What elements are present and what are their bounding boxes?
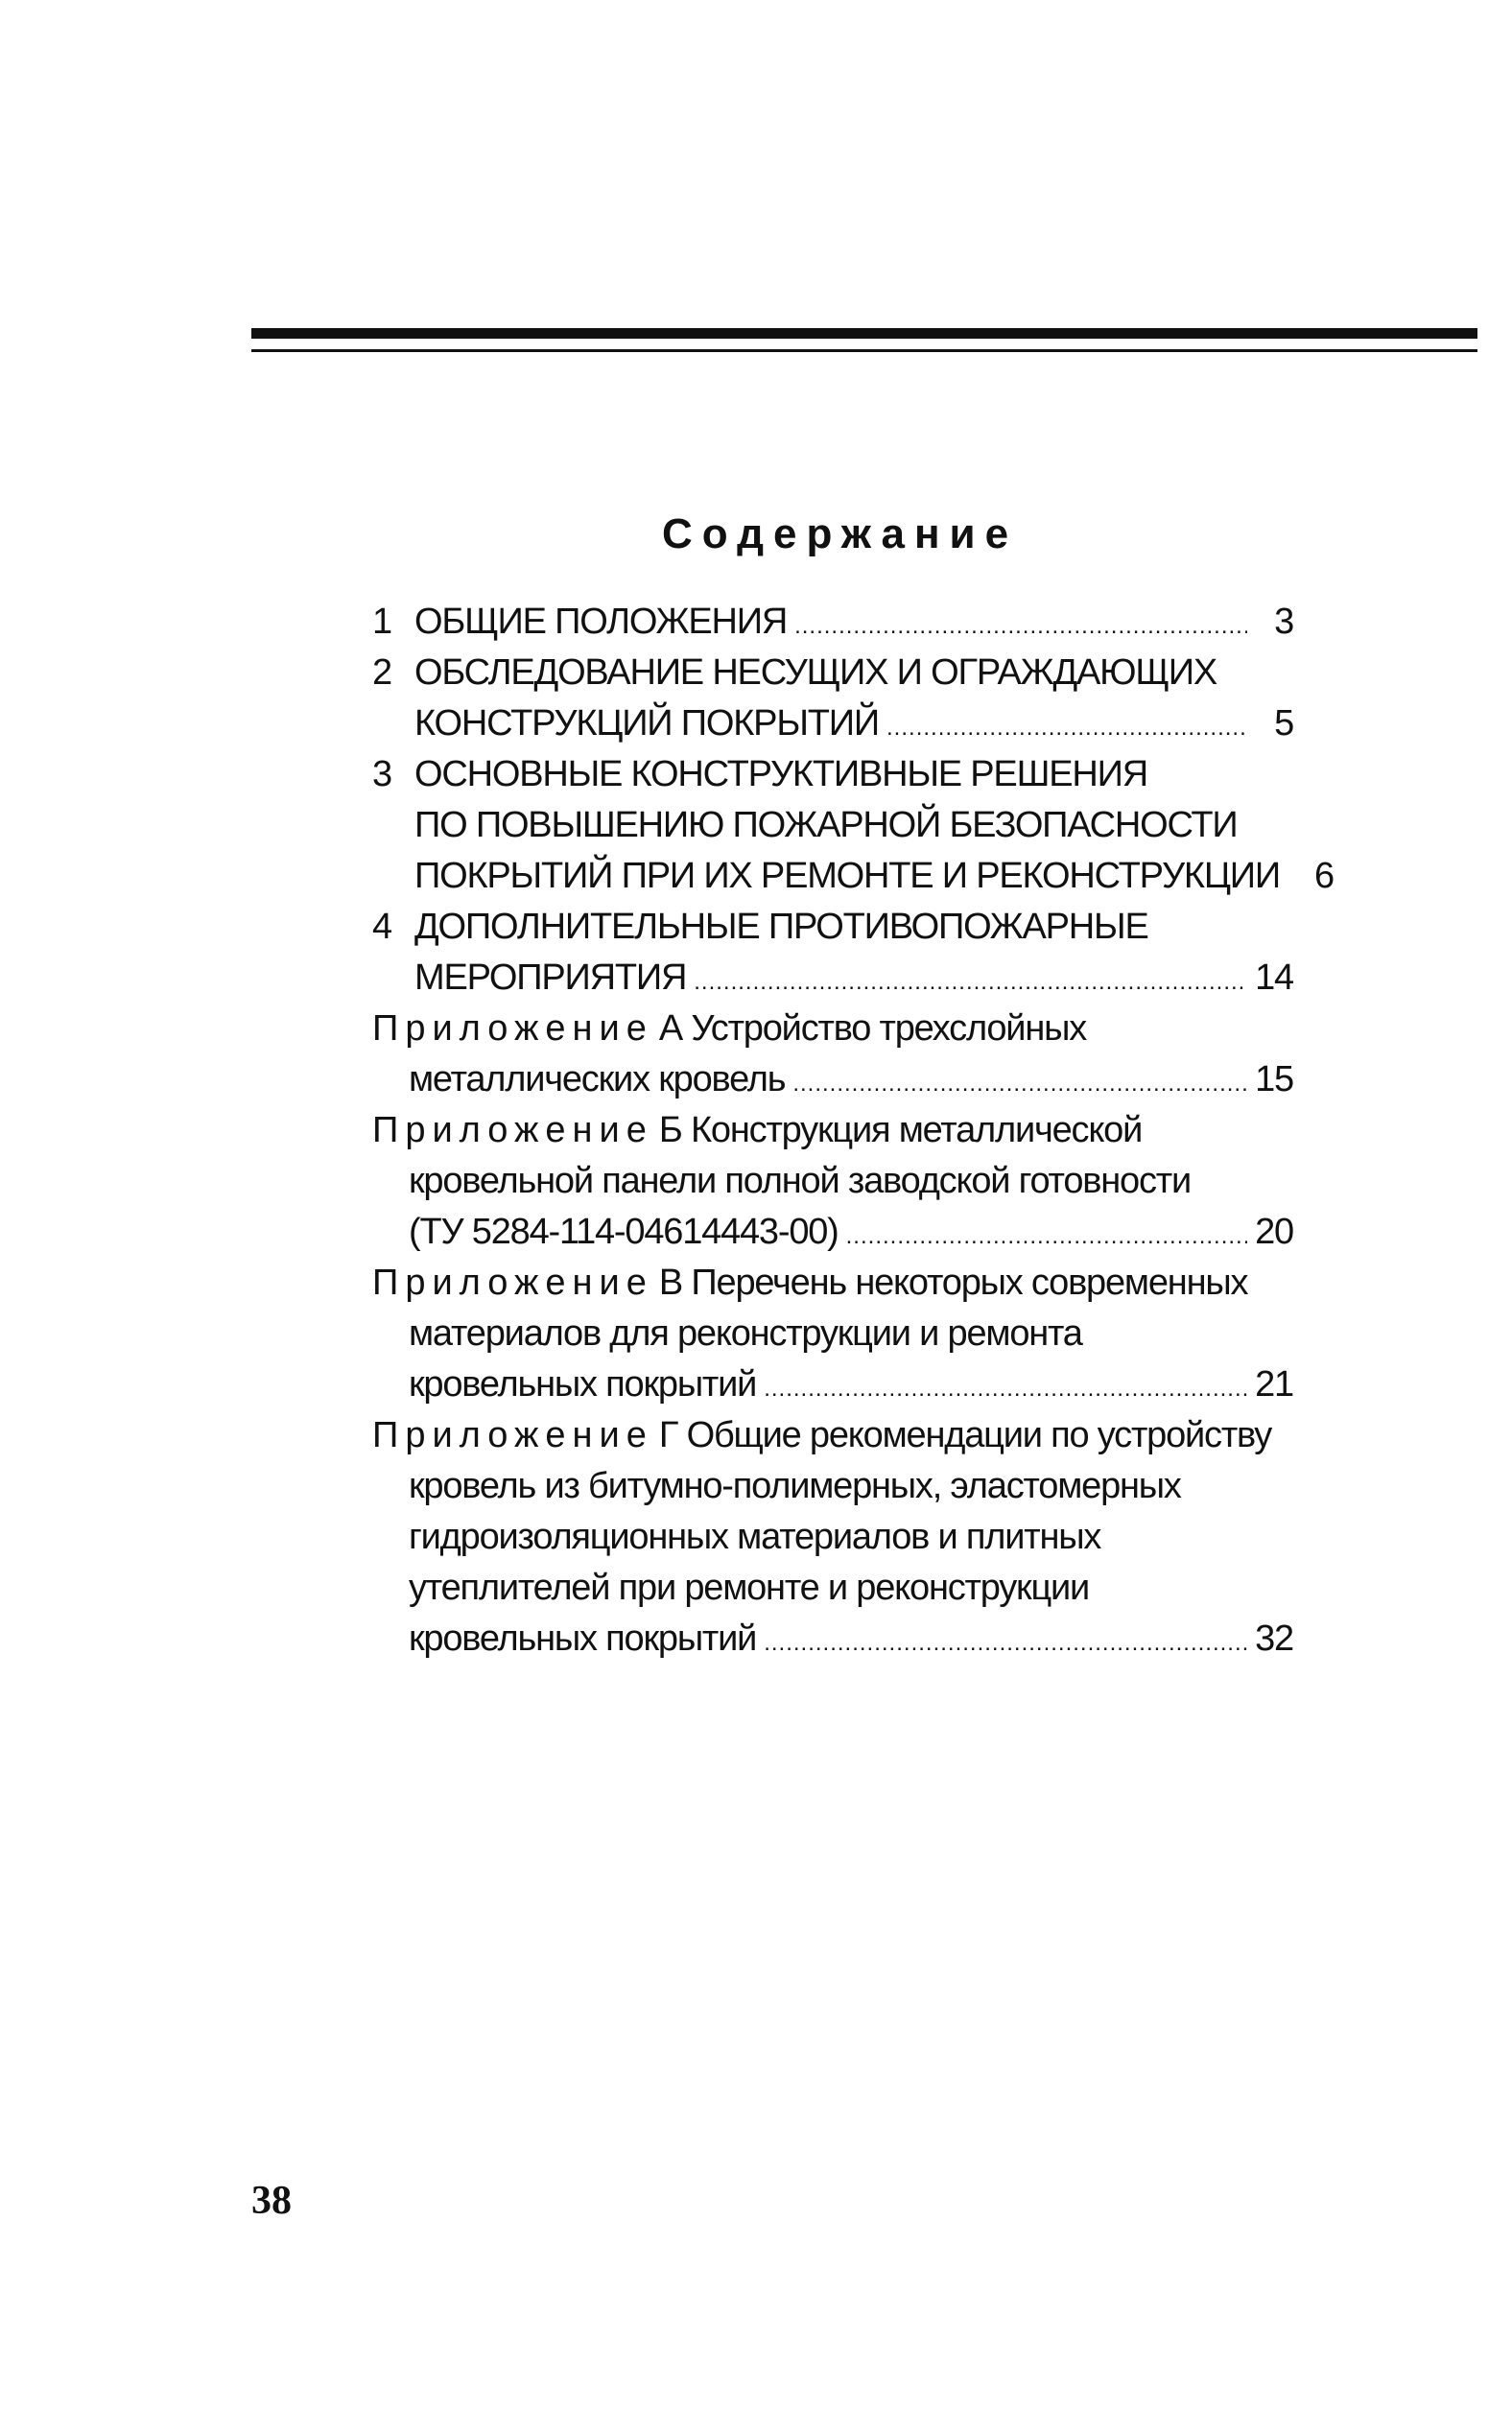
toc-entry-title-continued: кровель из битумно-полимерных, эластомерных [409, 1466, 1181, 1506]
toc-entry-3[interactable] [372, 749, 1334, 902]
toc-entry-appendix-d[interactable] [372, 1410, 1293, 1665]
dot-leader [694, 957, 1247, 1007]
toc-entry-title-continued: гидроизоляционных материалов и плитных [409, 1517, 1101, 1557]
toc-entry-page: 3 [1274, 602, 1293, 642]
toc-entry-1[interactable] [372, 597, 1293, 648]
toc-entry-title: Б Конструкция металлической [658, 1110, 1143, 1150]
header-rule-thick [251, 328, 1477, 339]
toc-entry-title-continued: кровельных покрытий [409, 1618, 757, 1659]
toc-entry-title-continued: утеплителей при ремонте и реконструкции [409, 1568, 1090, 1608]
toc-entry-title-continued: МЕРОПРИЯТИЯ [414, 957, 687, 998]
table-of-contents [372, 597, 1334, 1665]
toc-entry-title-continued: ПОКРЫТИЙ ПРИ ИХ РЕМОНТЕ И РЕКОНСТРУКЦИИ [414, 856, 1280, 896]
toc-entry-page: 14 [1255, 957, 1293, 998]
toc-entry-title-continued: материалов для реконструкции и ремонта [409, 1313, 1082, 1354]
toc-entry-title: ОСНОВНЫЕ КОНСТРУКТИВНЫЕ РЕШЕНИЯ [414, 754, 1147, 794]
toc-entry-page: 20 [1255, 1212, 1293, 1252]
dot-leader [792, 1058, 1247, 1109]
toc-entry-number: 3 [372, 754, 391, 794]
toc-entry-title: Г Общие рекомендации по устройству [658, 1415, 1272, 1455]
toc-entry-title: ОБСЛЕДОВАНИЕ НЕСУЩИХ И ОГРАЖДАЮЩИХ [414, 652, 1217, 693]
header-rule-thin [251, 349, 1477, 352]
toc-entry-page: 15 [1255, 1059, 1293, 1099]
toc-entry-page: 5 [1274, 703, 1293, 744]
toc-entry-title: ОБЩИЕ ПОЛОЖЕНИЯ [414, 602, 788, 642]
toc-entry-title-continued: кровельной панели полной заводской готовности [409, 1161, 1192, 1201]
toc-entry-title-continued: кровельных покрытий [409, 1364, 757, 1405]
toc-entry-appendix-a[interactable] [372, 1004, 1293, 1105]
appendix-prefix: Приложение [372, 1415, 653, 1455]
toc-entry-number: 2 [372, 652, 391, 693]
dot-leader [794, 601, 1247, 651]
toc-entry-page: 32 [1255, 1618, 1293, 1659]
toc-entry-title-continued: КОНСТРУКЦИЙ ПОКРЫТИЙ [414, 703, 880, 744]
toc-entry-page: 21 [1255, 1364, 1293, 1405]
appendix-prefix: Приложение [372, 1110, 653, 1150]
toc-title: Содержание [662, 510, 1019, 557]
toc-entry-title: В Перечень некоторых современных [658, 1263, 1248, 1303]
dot-leader [764, 1363, 1247, 1414]
toc-entry-title: А Устройство трехслойных [658, 1008, 1087, 1049]
toc-entry-title-continued: ПО ПОВЫШЕНИЮ ПОЖАРНОЙ БЕЗОПАСНОСТИ [414, 805, 1238, 845]
toc-entry-number: 1 [372, 602, 391, 642]
toc-entry-title-continued: (ТУ 5284-114-04614443-00) [409, 1212, 839, 1252]
toc-entry-appendix-b[interactable] [372, 1105, 1293, 1258]
toc-entry-title: ДОПОЛНИТЕЛЬНЫЕ ПРОТИВОПОЖАРНЫЕ [414, 907, 1148, 947]
appendix-prefix: Приложение [372, 1263, 653, 1303]
page-number: 38 [251, 2179, 292, 2223]
dot-leader [764, 1618, 1247, 1668]
toc-entry-4[interactable] [372, 902, 1293, 1004]
dot-leader [846, 1211, 1247, 1262]
toc-entry-2[interactable] [372, 648, 1293, 749]
dot-leader [886, 702, 1247, 753]
toc-entry-appendix-c[interactable] [372, 1258, 1293, 1410]
toc-entry-title-continued: металлических кровель [409, 1059, 786, 1099]
appendix-prefix: Приложение [372, 1008, 653, 1049]
toc-entry-page: 6 [1314, 856, 1334, 896]
toc-entry-number: 4 [372, 907, 391, 947]
